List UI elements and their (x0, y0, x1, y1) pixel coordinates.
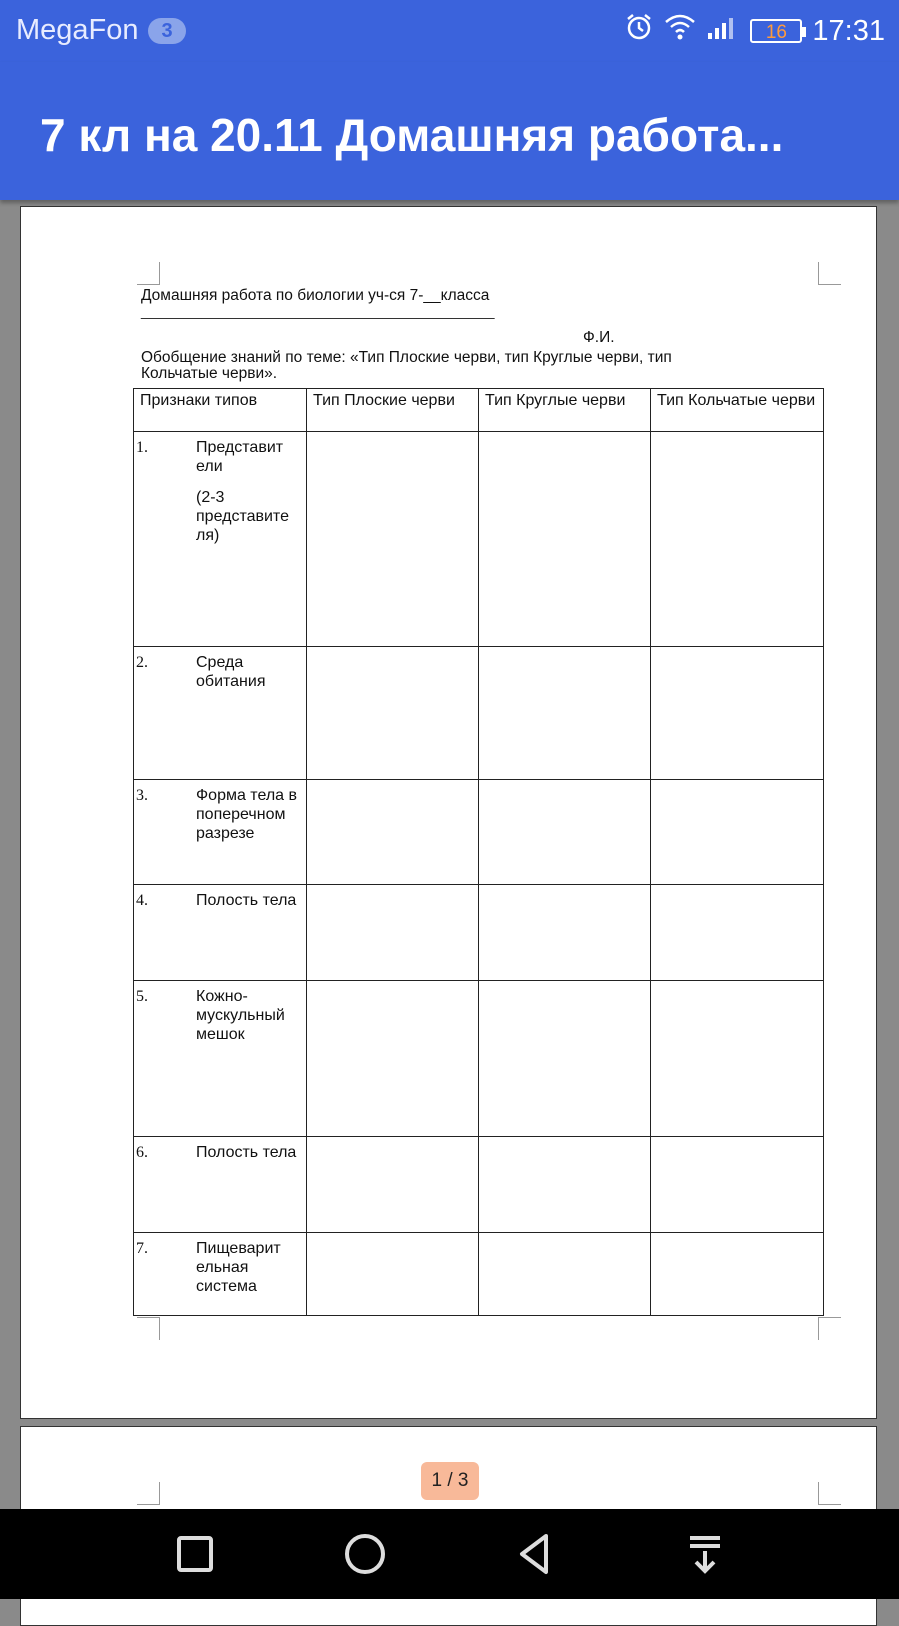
table-row (134, 432, 824, 647)
margin-mark (137, 1317, 160, 1340)
table-cell (651, 885, 824, 981)
row-number: 3. (136, 787, 148, 804)
column-header: Признаки типов (134, 389, 307, 432)
table-cell (307, 1233, 479, 1316)
row-number: 7. (136, 1240, 148, 1257)
row-label-cell (134, 885, 307, 981)
margin-mark (818, 262, 841, 285)
doc-header-line: Домашняя работа по биологии уч-ся 7-__класса (141, 287, 490, 304)
back-icon[interactable] (508, 1527, 562, 1581)
row-label: Полость тела (196, 1144, 297, 1161)
navigation-bar (0, 1509, 899, 1599)
row-label-cell (134, 1233, 307, 1316)
table-row (134, 1233, 824, 1316)
table-cell (651, 647, 824, 780)
doc-topic-line2: Кольчатые черви». (141, 365, 278, 382)
row-number: 5. (136, 988, 148, 1005)
worms-table (133, 388, 824, 1316)
table-cell (479, 647, 651, 780)
margin-mark (818, 1482, 841, 1505)
page-indicator: 1 / 3 (421, 1462, 479, 1500)
row-label: Кожно-мускульный мешок (196, 988, 285, 1043)
document-title: 7 кл на 20.11 Домашняя работа... (40, 109, 784, 161)
table-cell (479, 432, 651, 647)
row-label-cell (134, 1137, 307, 1233)
table-cell (479, 1137, 651, 1233)
table-row (134, 981, 824, 1137)
row-label: Пищеварит ельная система (196, 1240, 281, 1295)
table-cell (651, 981, 824, 1137)
table-row (134, 1137, 824, 1233)
table-cell (479, 981, 651, 1137)
table-cell (307, 432, 479, 647)
row-label-cell (134, 647, 307, 780)
table-cell (307, 647, 479, 780)
table-row (134, 885, 824, 981)
table-cell (479, 780, 651, 885)
table-cell (651, 780, 824, 885)
wifi-icon (664, 13, 696, 49)
row-label: Форма тела в поперечном разрезе (196, 787, 297, 842)
table-cell (651, 1137, 824, 1233)
recents-icon[interactable] (168, 1527, 222, 1581)
app-bar (0, 62, 899, 200)
clock: 17:31 (812, 14, 885, 47)
table-cell (307, 1137, 479, 1233)
home-icon[interactable] (338, 1527, 392, 1581)
row-label: Среда обитания (196, 654, 266, 690)
table-cell (307, 780, 479, 885)
row-number: 2. (136, 654, 148, 671)
doc-topic-line1: Обобщение знаний по теме: «Тип Плоские черви, тип Круглые черви, тип (141, 349, 672, 366)
table-row (134, 780, 824, 885)
margin-mark (137, 1482, 160, 1505)
doc-underline: _________________________________________ (141, 303, 495, 320)
table-header-row (134, 389, 824, 432)
signal-icon (706, 13, 740, 49)
row-note: (2-3 представите ля) (196, 489, 289, 544)
column-header: Тип Круглые черви (479, 389, 651, 432)
battery-icon: 16 (750, 19, 802, 43)
row-label-cell (134, 780, 307, 885)
table-cell (479, 885, 651, 981)
row-label: Полость тела (196, 892, 297, 909)
table-cell (307, 885, 479, 981)
status-icons (624, 12, 885, 50)
row-number: 1. (136, 439, 148, 456)
table-cell (307, 981, 479, 1137)
column-header: Тип Плоские черви (307, 389, 479, 432)
table-row (134, 647, 824, 780)
sim-badge: 3 (148, 18, 186, 44)
column-header: Тип Кольчатые черви (651, 389, 824, 432)
row-label-cell (134, 432, 307, 647)
carrier-name: MegaFon (16, 14, 139, 46)
row-label: Представит ели (196, 439, 284, 475)
doc-fio: Ф.И. (583, 329, 615, 346)
table-cell (651, 432, 824, 647)
margin-mark (137, 262, 160, 285)
row-label-cell (134, 981, 307, 1137)
table-cell (479, 1233, 651, 1316)
alarm-icon (624, 12, 654, 50)
table-cell (651, 1233, 824, 1316)
row-number: 4. (136, 892, 148, 909)
row-number: 6. (136, 1144, 148, 1161)
status-bar (0, 0, 899, 62)
margin-mark (818, 1317, 841, 1340)
notifications-pull-icon[interactable] (678, 1527, 732, 1581)
